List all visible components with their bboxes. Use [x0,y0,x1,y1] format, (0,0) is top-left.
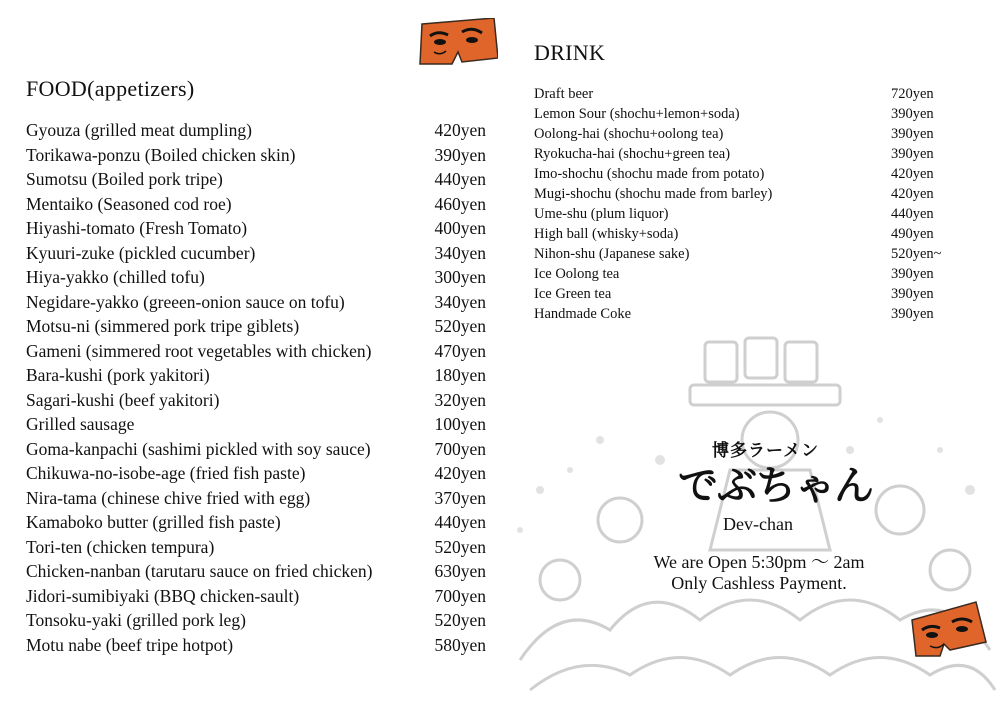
food-item [26,461,486,486]
drink-item-name: Handmade Coke [534,306,632,322]
drink-item-price: 390yen [891,106,934,122]
drink-item-name: Mugi-shochu (shochu made from barley) [534,186,773,202]
drink-item [534,144,940,164]
food-item-name: Nira-tama (chinese chive fried with egg) [26,487,311,508]
food-item-name: Negidare-yakko (greeen-onion sauce on tofu) [26,291,345,312]
food-item-name: Tonsoku-yaki (grilled pork leg) [26,610,246,630]
food-item [26,192,486,217]
food-item-name: Bara-kushi (pork yakitori) [26,365,210,385]
food-item [26,608,486,633]
drink-item-name: Oolong-hai (shochu+oolong tea) [534,126,724,142]
food-item [26,265,486,290]
shop-logo-subtitle: 博多ラーメン [712,441,820,461]
food-item [26,290,486,315]
food-item-price: 300yen [434,267,486,287]
food-item-price: 520yen [434,316,486,336]
food-item-name: Gyouza (grilled meat dumpling) [26,120,252,140]
mask-icon [418,18,498,68]
drink-item-name: Ume-shu (plum liquor) [534,206,669,222]
drink-item-name: Draft beer [534,86,594,102]
food-item-name: Chicken-nanban (tarutaru sauce on fried chicken) [26,561,373,581]
food-item-name: Hiyashi-tomato (Fresh Tomato) [26,218,248,238]
food-item [26,118,486,143]
drink-item [534,164,940,184]
food-item-price: 460yen [434,193,486,214]
drink-item [534,204,940,224]
food-item-price: 700yen [434,585,486,606]
food-item-name: Sagari-kushi (beef yakitori) [26,389,220,410]
food-item [26,633,486,658]
food-item [26,167,486,192]
food-item-price: 580yen [434,634,486,655]
drink-item [534,84,940,104]
food-item-price: 630yen [434,561,486,581]
drink-item-price: 390yen [891,286,934,302]
food-item-price: 470yen [434,340,486,361]
drink-item [534,124,940,144]
food-item-name: Torikawa-ponzu (Boiled chicken skin) [26,144,296,165]
food-item [26,241,486,266]
drink-item-price: 520yen~ [891,246,942,262]
drink-item-price: 390yen [891,266,934,282]
food-item-price: 180yen [434,365,486,385]
food-item-price: 390yen [434,144,486,165]
food-item [26,412,486,437]
food-item [26,339,486,364]
food-item-name: Motsu-ni (simmered pork tripe giblets) [26,316,300,336]
food-item-name: Gameni (simmered root vegetables with chicken) [26,340,372,361]
food-item-price: 420yen [434,120,486,140]
food-item-name: Kyuuri-zuke (pickled cucumber) [26,242,256,263]
drink-item-name: Ice Oolong tea [534,266,620,282]
drink-item [534,264,940,284]
food-item-price: 420yen [434,463,486,483]
drink-item-price: 420yen [891,166,934,182]
drink-item [534,284,940,304]
drink-item-name: Lemon Sour (shochu+lemon+soda) [534,106,740,122]
drink-section-title: DRINK [534,40,606,65]
drink-item [534,244,940,264]
drink-item [534,224,940,244]
food-item-price: 400yen [434,218,486,238]
food-item-name: Hiya-yakko (chilled tofu) [26,267,205,287]
food-item-name: Grilled sausage [26,414,135,434]
drink-item-name: Ice Green tea [534,286,612,302]
food-item [26,143,486,168]
food-item [26,388,486,413]
food-item [26,363,486,388]
food-item-price: 340yen [434,242,486,263]
shop-name: Dev-chan [723,514,793,534]
drink-item-name: Imo-shochu (shochu made from potato) [534,166,765,182]
payment-info: Only Cashless Payment. [671,573,847,593]
food-item-price: 340yen [434,291,486,312]
drink-item-name: Ryokucha-hai (shochu+green tea) [534,146,731,162]
food-item-name: Jidori-sumibiyaki (BBQ chicken-sault) [26,585,300,606]
food-item-name: Chikuwa-no-isobe-age (fried fish paste) [26,463,306,483]
food-item-name: Kamaboko butter (grilled fish paste) [26,512,281,532]
food-item [26,216,486,241]
drink-item-price: 390yen [891,126,934,142]
food-item-name: Tori-ten (chicken tempura) [26,536,215,557]
food-item-price: 100yen [434,414,486,434]
food-item-price: 520yen [434,610,486,630]
mask-icon [910,600,988,658]
food-item-price: 440yen [434,512,486,532]
drink-item-price: 390yen [891,146,934,162]
drink-item [534,104,940,124]
drink-item-price: 720yen [891,86,934,102]
drink-item [534,184,940,204]
food-item [26,314,486,339]
food-item-name: Motu nabe (beef tripe hotpot) [26,634,234,655]
food-item [26,437,486,462]
food-item-price: 440yen [434,169,486,189]
food-item-name: Sumotsu (Boiled pork tripe) [26,169,223,189]
food-item [26,486,486,511]
drink-item-price: 390yen [891,306,934,322]
shop-logo: でぶちゃん [678,463,873,509]
food-item-price: 320yen [434,389,486,410]
food-section-title: FOOD(appetizers) [26,76,195,101]
drink-item-price: 490yen [891,226,934,242]
drink-item-name: High ball (whisky+soda) [534,226,679,242]
drink-item-price: 440yen [891,206,934,222]
food-item-price: 370yen [434,487,486,508]
drink-item [534,304,940,324]
drink-item-name: Nihon-shu (Japanese sake) [534,246,690,262]
drink-item-price: 420yen [891,186,934,202]
food-item-name: Goma-kanpachi (sashimi pickled with soy sauce) [26,438,371,459]
food-item-name: Mentaiko (Seasoned cod roe) [26,193,232,214]
food-item-price: 520yen [434,536,486,557]
opening-hours: We are Open 5:30pm 〜 2am [653,552,865,572]
drink-menu-list [534,84,940,324]
food-item-price: 700yen [434,438,486,459]
